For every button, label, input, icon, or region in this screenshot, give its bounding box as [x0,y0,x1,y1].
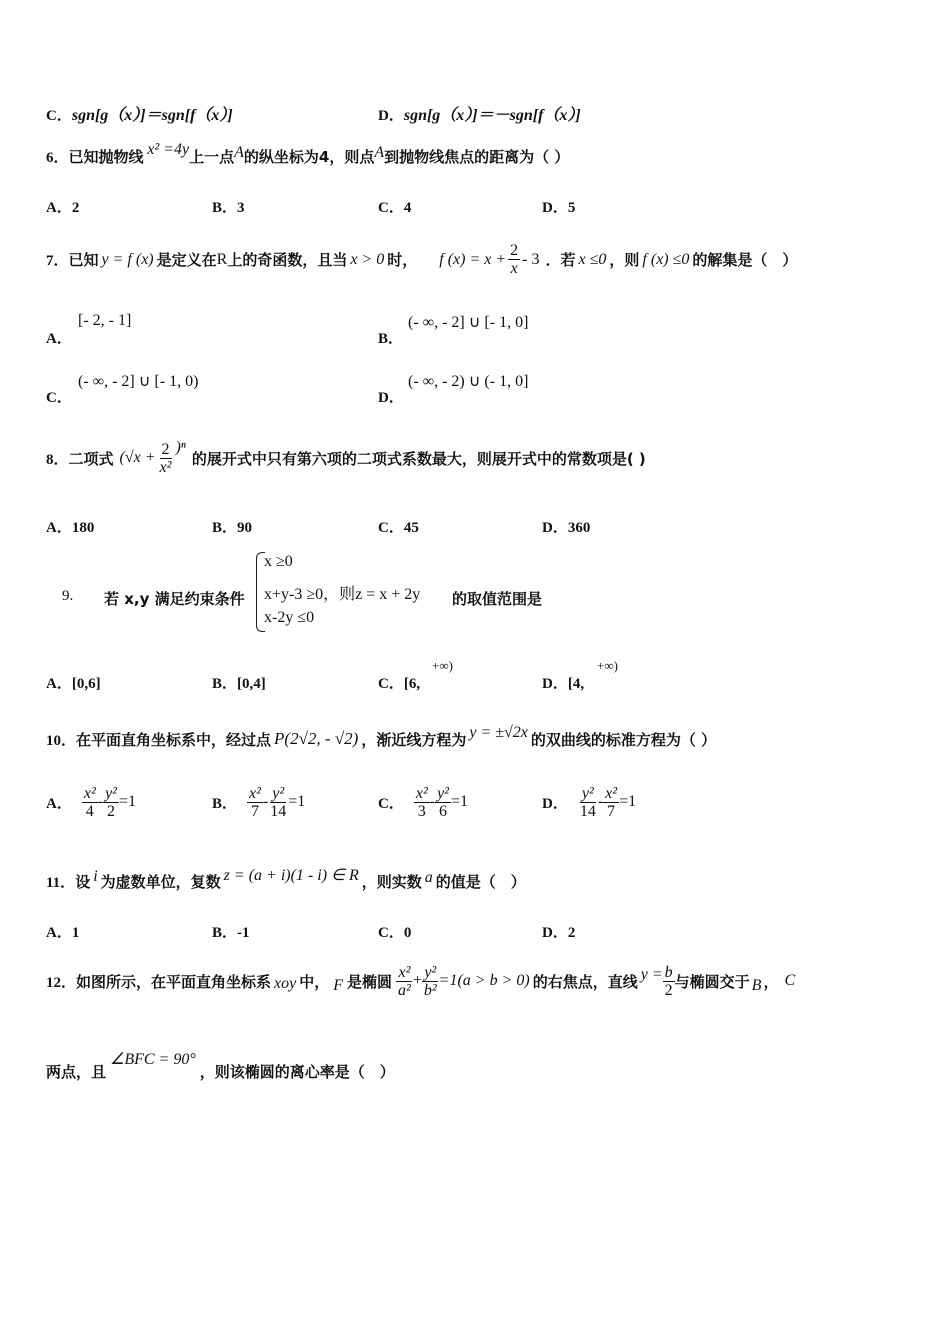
q8-option-c: C．45 [378,520,419,536]
q8-fraction: $\frac{2}{\text{x²}}$ [159,440,172,476]
q9-option-c-sup: +∞) [432,658,453,673]
q9-option-a: A．[0,6] [46,676,101,692]
q7-option-c-value: (- ∞, - 2] ∪ [- 1, 0) [78,373,199,390]
constraint-3: x-2y ≤0 [264,609,315,626]
q8-option-a: A．180 [46,520,95,536]
question-9-stem: 若 x,y 满足约束条件 [104,590,245,608]
q9-option-d-sup: +∞) [597,658,618,673]
q9-option-d: D．[4, [542,676,585,692]
question-7-stem: 7． 已知 y = f (x) 是定义在 R 上的奇函数，且当 x > 0 时， f (x) = x + $\frac{2}{x}$ - 3 ．若 x ≤0 ，则 f (x) ≤0 的解集是（ ） [46,242,798,277]
q8-option-d: D．360 [542,520,591,536]
q7-option-d: D． [378,390,404,406]
q7-fraction: $\frac{2}{x}$ [510,242,519,277]
q7-option-d-value: (- ∞, - 2) ∪ (- 1, 0] [408,373,529,390]
q7-option-c: C． [46,390,72,406]
q7-option-a-value: [- 2, - 1] [78,312,132,329]
question-12-stem: 12． 如图所示，在平面直角坐标系 xoy 中， F 是椭圆 $\frac{\text{x²}}{\text{a²}}$ + $\frac{\text{y²}}{\text{b²}}$ =1(a > b > 0) 的右焦点，直线 y = $\frac{b}{2}$ 与椭圆交于 B ， C [46,963,796,999]
q10-option-d: D． $\frac{\text{y²}}{14}$ - $\frac{\text{x²}}{7}$ =1 [542,784,637,820]
question-11-stem: 11． 设 i 为虚数单位，复数 z = (a + i)(1 - i) ∈ R ，则实数 a 的值是（ ） [46,867,526,891]
q5-option-d: D．sgn[g（x）]＝－sgn[f（x）] [378,107,581,124]
q10-option-a: A． $\frac{\text{x²}}{4}$ - $\frac{\text{y²}}{2}$ =1 [46,784,137,820]
q10-option-b: B． $\frac{\text{x²}}{7}$ - $\frac{\text{y²}}{14}$ =1 [212,784,306,820]
constraint-2: x+y-3 ≥0，则z = x + 2y [264,586,421,603]
q7-option-a: A． [46,331,72,347]
q11-option-a: A．1 [46,925,80,941]
q11-option-b: B．-1 [212,925,250,941]
q5-option-c: C．sgn[g（x）]＝sgn[f（x）] [46,107,233,124]
q6-option-c: C．4 [378,200,412,216]
question-8-stem: 8． 二项式 (√x + $\frac{2}{\text{x²}}$ )ⁿ 的展开式中只有第六项的二项式系数最大，则展开式中的常数项是( ) [46,439,646,476]
question-9-number: 9. [62,588,74,604]
q6-option-a: A．2 [46,200,80,216]
q9-option-c: C．[6, [378,676,421,692]
question-6-stem: 6．已知抛物线 x² =4y上一点A的纵坐标为4，则点A到抛物线焦点的距离为（ ） [46,141,570,166]
q7-option-b: B． [378,331,404,347]
q9-option-b: B．[0,4] [212,676,266,692]
question-10-stem: 10． 在平面直角坐标系中，经过点 P(2√2, - √2) ，渐近线方程为 y = ±√2x 的双曲线的标准方程为（ ） [46,724,717,749]
constraint-1: x ≥0 [264,553,293,570]
question-9-stem-end: 的取值范围是 [452,590,543,608]
question-12-stem-cont: 两点，且 ∠BFC = 90° ，则该椭圆的离心率是（ ） [46,1051,395,1081]
q11-option-c: C．0 [378,925,412,941]
q10-option-c: C． $\frac{\text{x²}}{3}$ - $\frac{\text{y²}}{6}$ =1 [378,784,469,820]
q11-option-d: D．2 [542,925,576,941]
q6-option-d: D．5 [542,200,576,216]
q8-option-b: B．90 [212,520,253,536]
q6-option-b: B．3 [212,200,245,216]
q7-option-b-value: (- ∞, - 2] ∪ [- 1, 0] [408,314,529,331]
